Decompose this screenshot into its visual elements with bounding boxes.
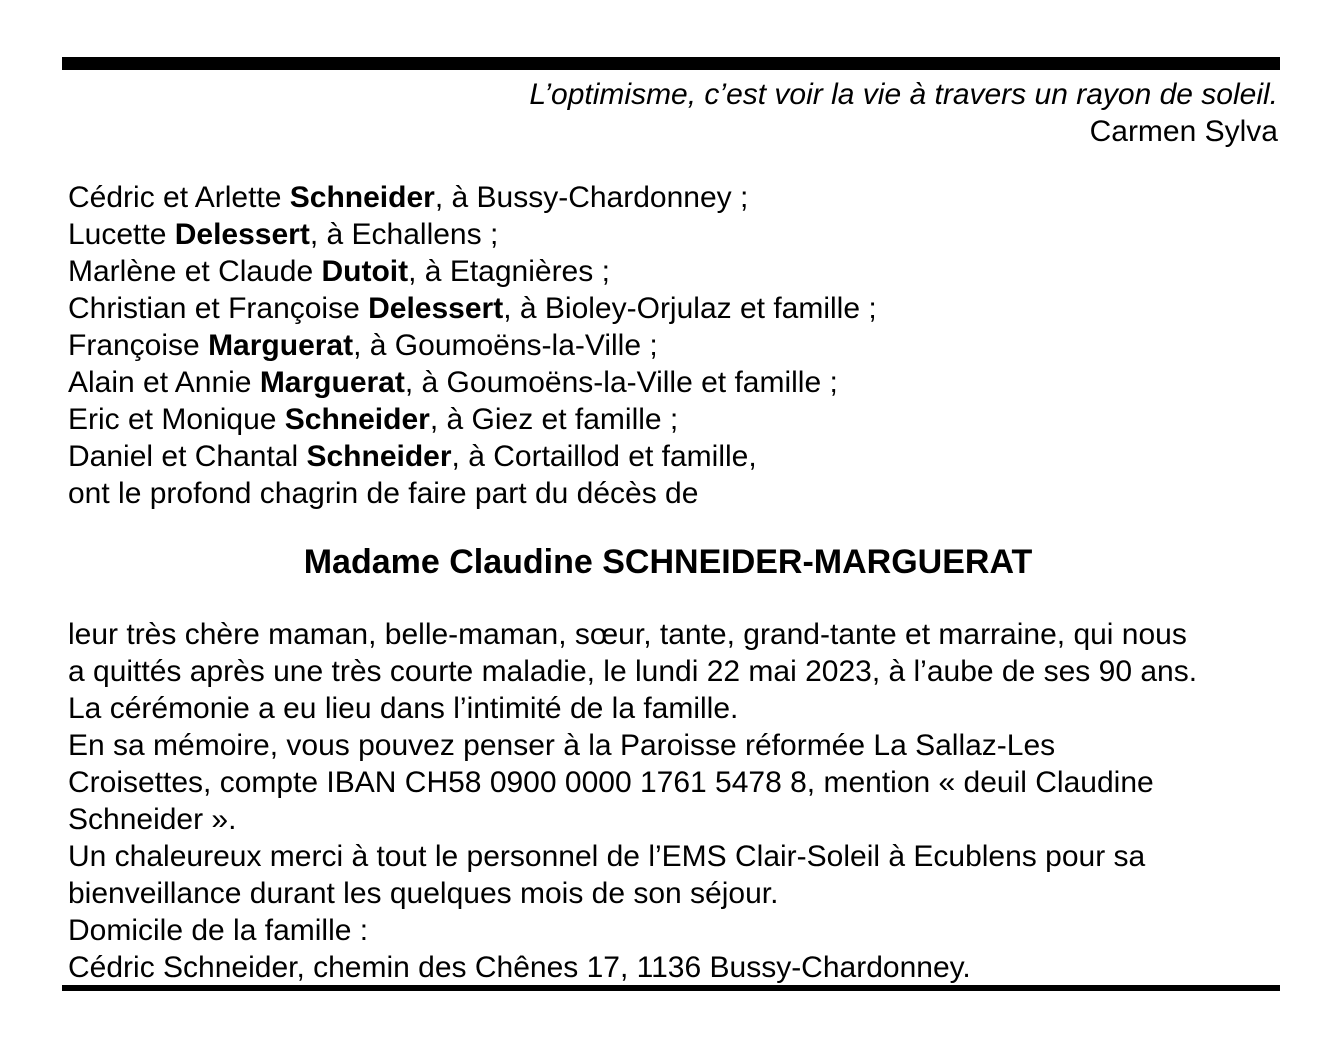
announcer-pre: Daniel et Chantal xyxy=(68,440,307,473)
announcer-line xyxy=(68,327,877,364)
announcer-pre: Christian et Françoise xyxy=(68,292,369,325)
announcer-post: , à Cortaillod et famille, xyxy=(451,440,757,473)
announcer-post: , à Goumoëns-la-Ville ; xyxy=(353,329,658,362)
announcer-line xyxy=(68,253,877,290)
body-line: bienveillance durant les quelques mois de son séjour. xyxy=(68,877,779,910)
announcer-line xyxy=(68,216,877,253)
announcer-post: , à Echallens ; xyxy=(309,218,499,251)
announcer-pre: Lucette xyxy=(68,218,175,251)
announcer-pre: ont le profond chagrin de faire part du décès de xyxy=(68,477,699,510)
announcer-surname: Dutoit xyxy=(321,255,409,288)
announcer-surname: Marguerat xyxy=(208,329,354,362)
announcer-pre: Françoise xyxy=(68,329,209,362)
bottom-rule-divider xyxy=(62,985,1280,991)
announcer-surname: Schneider xyxy=(284,403,430,436)
body-line: Cédric Schneider, chemin des Chênes 17, 1136 Bussy-Chardonney. xyxy=(68,951,971,984)
announcer-post: , à Bioley-Orjulaz et famille ; xyxy=(503,292,877,325)
announcer-post: , à Bussy-Chardonney ; xyxy=(434,181,749,214)
announcer-pre: Marlène et Claude xyxy=(68,255,322,288)
announcer-surname: Delessert xyxy=(368,292,504,325)
announcer-post: , à Etagnières ; xyxy=(408,255,610,288)
epigraph xyxy=(529,76,1278,150)
announcer-line xyxy=(68,179,877,216)
announcer-surname: Schneider xyxy=(289,181,435,214)
body-line: La cérémonie a eu lieu dans l’intimité de la famille. xyxy=(68,692,739,725)
epigraph-quote: L’optimisme, c’est voir la vie à travers un rayon de soleil. xyxy=(529,78,1278,111)
body-line: Un chaleureux merci à tout le personnel de l’EMS Clair-Soleil à Ecublens pour sa xyxy=(68,840,1146,873)
announcer-pre: Alain et Annie xyxy=(68,366,260,399)
announcer-pre: Cédric et Arlette xyxy=(68,181,290,214)
body-line: a quittés après une très courte maladie, le lundi 22 mai 2023, à l’aube de ses 90 ans. xyxy=(68,655,1198,688)
announcer-post: , à Giez et famille ; xyxy=(429,403,679,436)
top-rule-divider xyxy=(62,57,1280,70)
announcer-surname: Marguerat xyxy=(259,366,405,399)
announcer-surname: Schneider xyxy=(306,440,452,473)
announcer-line xyxy=(68,290,877,327)
epigraph-attribution: Carmen Sylva xyxy=(1089,115,1278,148)
body-line: leur très chère maman, belle-maman, sœur, tante, grand-tante et marraine, qui nous xyxy=(68,618,1187,651)
announcer-line xyxy=(68,438,877,475)
deceased-name-title: Madame Claudine SCHNEIDER-MARGUERAT xyxy=(303,543,1033,581)
announcer-surname: Delessert xyxy=(174,218,310,251)
announcer-pre: Eric et Monique xyxy=(68,403,285,436)
announcer-line xyxy=(68,364,877,401)
body-line: Croisettes, compte IBAN CH58 0900 0000 1761 5478 8, mention « deuil Claudine xyxy=(68,766,1154,799)
announcer-post: , à Goumoëns-la-Ville et famille ; xyxy=(404,366,838,399)
body-line: Domicile de la famille : xyxy=(68,914,369,947)
announcement-lead-line xyxy=(68,475,877,512)
announcers-list xyxy=(68,179,877,512)
body-line: Schneider ». xyxy=(68,803,237,836)
announcement-body xyxy=(68,616,1197,986)
body-line: En sa mémoire, vous pouvez penser à la Paroisse réformée La Sallaz-Les xyxy=(68,729,1056,762)
announcer-line xyxy=(68,401,877,438)
